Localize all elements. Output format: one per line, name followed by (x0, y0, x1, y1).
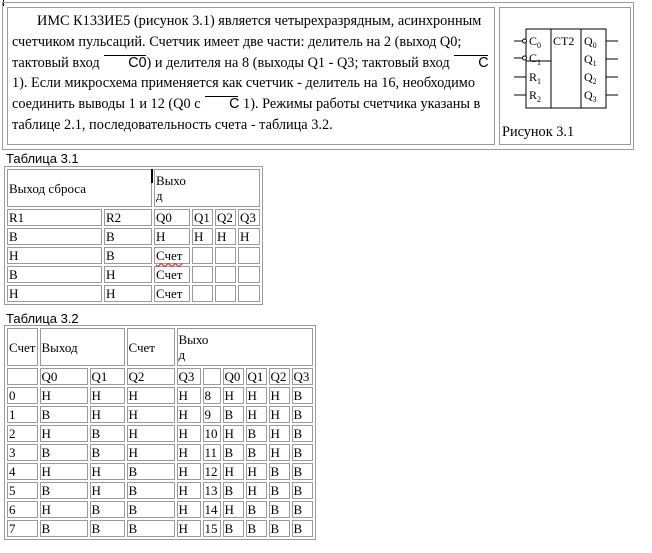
table-cell: В (90, 444, 125, 461)
table-cell: Н (40, 425, 88, 442)
table-cell: 12 (203, 463, 221, 480)
col-header: R1 (7, 209, 102, 226)
table-cell: 9 (203, 406, 221, 423)
table-cell: В (40, 444, 88, 461)
table-cell: В (292, 520, 313, 537)
table-cell: Н (223, 425, 244, 442)
table-cell: В (223, 520, 244, 537)
table-3-2 (4, 325, 316, 540)
inverted-c-label-2: C (204, 94, 239, 115)
table-cell: В (90, 501, 125, 518)
table-cell: Н (246, 482, 267, 499)
col-header: Q0 (40, 368, 88, 385)
table-cell: В (269, 463, 290, 480)
table-cell: 3 (7, 444, 38, 461)
header-output-2: Выхо д (177, 328, 313, 366)
table-cell: В (292, 482, 313, 499)
table-cell: Н (40, 387, 88, 404)
table-cell (215, 247, 236, 264)
table-cell: Н (177, 501, 201, 518)
table-cell: Н (104, 266, 152, 283)
col-header: Q1 (90, 368, 125, 385)
table-cell: Н (246, 406, 267, 423)
table-cell: 5 (7, 482, 38, 499)
table-cell: 7 (7, 520, 38, 537)
table-cell: В (7, 266, 102, 283)
table-row (7, 266, 260, 283)
table1-title: Таблица 3.1 (6, 151, 79, 166)
table-row (7, 463, 313, 480)
table-cell: В (127, 520, 175, 537)
table-cell: В (246, 520, 267, 537)
input-label-c0: $C_0$ (529, 34, 542, 50)
table-cell: Н (238, 228, 260, 245)
table-cell: В (40, 406, 88, 423)
table-row (7, 169, 260, 207)
inversion-bubble-c0 (523, 39, 527, 43)
table-cell: Н (269, 387, 290, 404)
header-reset-output: Выход сброса (7, 169, 152, 207)
intro-text-cell (7, 7, 495, 145)
table-cell: В (292, 444, 313, 461)
table-cell: В (90, 425, 125, 442)
table-cell: Н (90, 463, 125, 480)
table-row (7, 368, 313, 385)
table-cell: 0 (7, 387, 38, 404)
table-row (7, 406, 313, 423)
table-row (7, 425, 313, 442)
intro-paragraph (8, 8, 494, 136)
inverted-c0-label: C0 (103, 53, 146, 74)
table-cell: Н (269, 425, 290, 442)
header-output: Выход (40, 328, 125, 366)
table-cell: В (223, 482, 244, 499)
table-cell: В (292, 463, 313, 480)
col-header: Q3 (177, 368, 201, 385)
table-cell: В (104, 228, 152, 245)
header-count: Счет (7, 328, 38, 366)
table-cell: Н (223, 501, 244, 518)
table-cell: Н (177, 406, 201, 423)
table-cell: Н (177, 482, 201, 499)
table-cell: В (292, 425, 313, 442)
table-cell: 13 (203, 482, 221, 499)
table-cell: Н (177, 520, 201, 537)
table-cell: 10 (203, 425, 221, 442)
table-cell (215, 285, 236, 302)
table-cell: Н (223, 463, 244, 480)
intro-text-part-1: ИМС К133ИЕ5 (рисунок 3.1) является четырехразрядным, асинхронным счетчиком пульсаций. Счетчик имеет две части: делитель на 2 (выход Q0; тактовый вход (12, 13, 482, 71)
table-cell: Н (7, 285, 102, 302)
table2-title: Таблица 3.2 (6, 311, 79, 326)
table-cell: Н (127, 406, 175, 423)
col-header: Q1 (192, 209, 213, 226)
table-cell: Н (177, 463, 201, 480)
output-label-q1: $Q_1$ (584, 52, 597, 68)
table-row (7, 520, 313, 537)
table-cell: В (104, 247, 152, 264)
table-cell: В (127, 482, 175, 499)
table-cell: Н (246, 387, 267, 404)
table-cell: 4 (7, 463, 38, 480)
table-cell: В (292, 387, 313, 404)
table-cell: В (246, 425, 267, 442)
input-label-r2: $R_2$ (529, 88, 542, 104)
table-cell (238, 285, 260, 302)
table-cell: Счет (154, 266, 190, 283)
table-row (7, 444, 313, 461)
table-cell: Счет (154, 247, 190, 264)
table-cell: 8 (203, 387, 221, 404)
col-header: Q0 (154, 209, 190, 226)
intro-table (2, 2, 634, 150)
table-cell: В (269, 520, 290, 537)
table-row (7, 328, 313, 366)
table-cell: 15 (203, 520, 221, 537)
table-cell: В (292, 501, 313, 518)
col-header (7, 368, 38, 385)
table-cell: Н (177, 425, 201, 442)
col-header: Q0 (223, 368, 244, 385)
col-header: Q2 (215, 209, 236, 226)
input-label-r1: $R_1$ (529, 70, 542, 86)
table-cell (192, 266, 213, 283)
table-row (7, 501, 313, 518)
table-cell: В (223, 444, 244, 461)
intro-text-part-3: 1). Если микросхема применяется как счетчик - делитель на 16, необходимо соединить выводы 1 и 12 (Q0 с (12, 75, 476, 113)
table-cell: В (246, 501, 267, 518)
table-cell: Н (177, 444, 201, 461)
table-cell (238, 266, 260, 283)
inverted-c-label: C (453, 53, 488, 74)
table-cell: В (246, 444, 267, 461)
table-cell: Н (104, 285, 152, 302)
col-header (203, 368, 221, 385)
intro-text-part-4: 1). Режимы работы счетчика указаны в таблице 2.1, последовательность счета - таблица 3.2. (12, 96, 481, 133)
table-cell: В (269, 501, 290, 518)
output-label-q0: $Q_0$ (584, 34, 597, 50)
table-cell: В (127, 501, 175, 518)
output-label-q3: $Q_3$ (584, 88, 597, 104)
table-cell: Н (90, 406, 125, 423)
table-cell: Н (90, 482, 125, 499)
table-row (7, 285, 260, 302)
col-header: Q2 (269, 368, 290, 385)
table-cell: 2 (7, 425, 38, 442)
figure-caption: Рисунок 3.1 (502, 124, 575, 140)
table-cell: Н (269, 406, 290, 423)
text-cursor (151, 169, 153, 183)
table-cell: Н (90, 387, 125, 404)
table-cell (192, 247, 213, 264)
table-cell: В (90, 520, 125, 537)
table-3-1 (4, 166, 263, 305)
table-cell (192, 285, 213, 302)
table-cell: В (40, 482, 88, 499)
table-cell: Счет (154, 285, 190, 302)
table-cell: Н (127, 425, 175, 442)
table-cell: Н (246, 463, 267, 480)
table-cell: Н (7, 247, 102, 264)
table-cell (238, 247, 260, 264)
table-cell: 14 (203, 501, 221, 518)
counter-chip-diagram (500, 8, 630, 120)
figure-cell (499, 7, 631, 145)
table-row (7, 247, 260, 264)
table-cell: Н (177, 387, 201, 404)
header-count-2: Счет (127, 328, 175, 366)
table-row (7, 209, 260, 226)
col-header: Q3 (292, 368, 313, 385)
table-cell: 11 (203, 444, 221, 461)
table-cell: В (127, 463, 175, 480)
inversion-bubble-c1 (523, 56, 527, 60)
table-cell: В (292, 406, 313, 423)
col-header: Q3 (238, 209, 260, 226)
col-header: R2 (104, 209, 152, 226)
table-cell: В (269, 482, 290, 499)
intro-text-part-2: ) и делителя на 8 (выходы Q1 - Q3; тактовый вход (146, 54, 454, 71)
output-label-q2: $Q_2$ (584, 70, 597, 86)
input-label-c1: $C_1$ (529, 51, 542, 67)
table-row (7, 387, 313, 404)
header-output: Выхо д (154, 169, 260, 207)
table-row (7, 228, 260, 245)
table-cell: Н (154, 228, 190, 245)
table-row (7, 482, 313, 499)
table-cell (215, 266, 236, 283)
chip-title: CT2 (553, 34, 575, 48)
table-cell: Н (127, 387, 175, 404)
table-cell: Н (40, 463, 88, 480)
table-cell: Н (192, 228, 213, 245)
table-3-2-body (7, 387, 313, 537)
table-cell: Н (215, 228, 236, 245)
table-cell: В (7, 228, 102, 245)
table-cell: Н (127, 444, 175, 461)
table-cell: 6 (7, 501, 38, 518)
table-cell: В (223, 406, 244, 423)
table-cell: Н (269, 444, 290, 461)
table-cell: 1 (7, 406, 38, 423)
table-cell: Н (223, 387, 244, 404)
col-header: Q1 (246, 368, 267, 385)
table-cell: В (40, 520, 88, 537)
table-cell: Н (40, 501, 88, 518)
col-header: Q2 (127, 368, 175, 385)
